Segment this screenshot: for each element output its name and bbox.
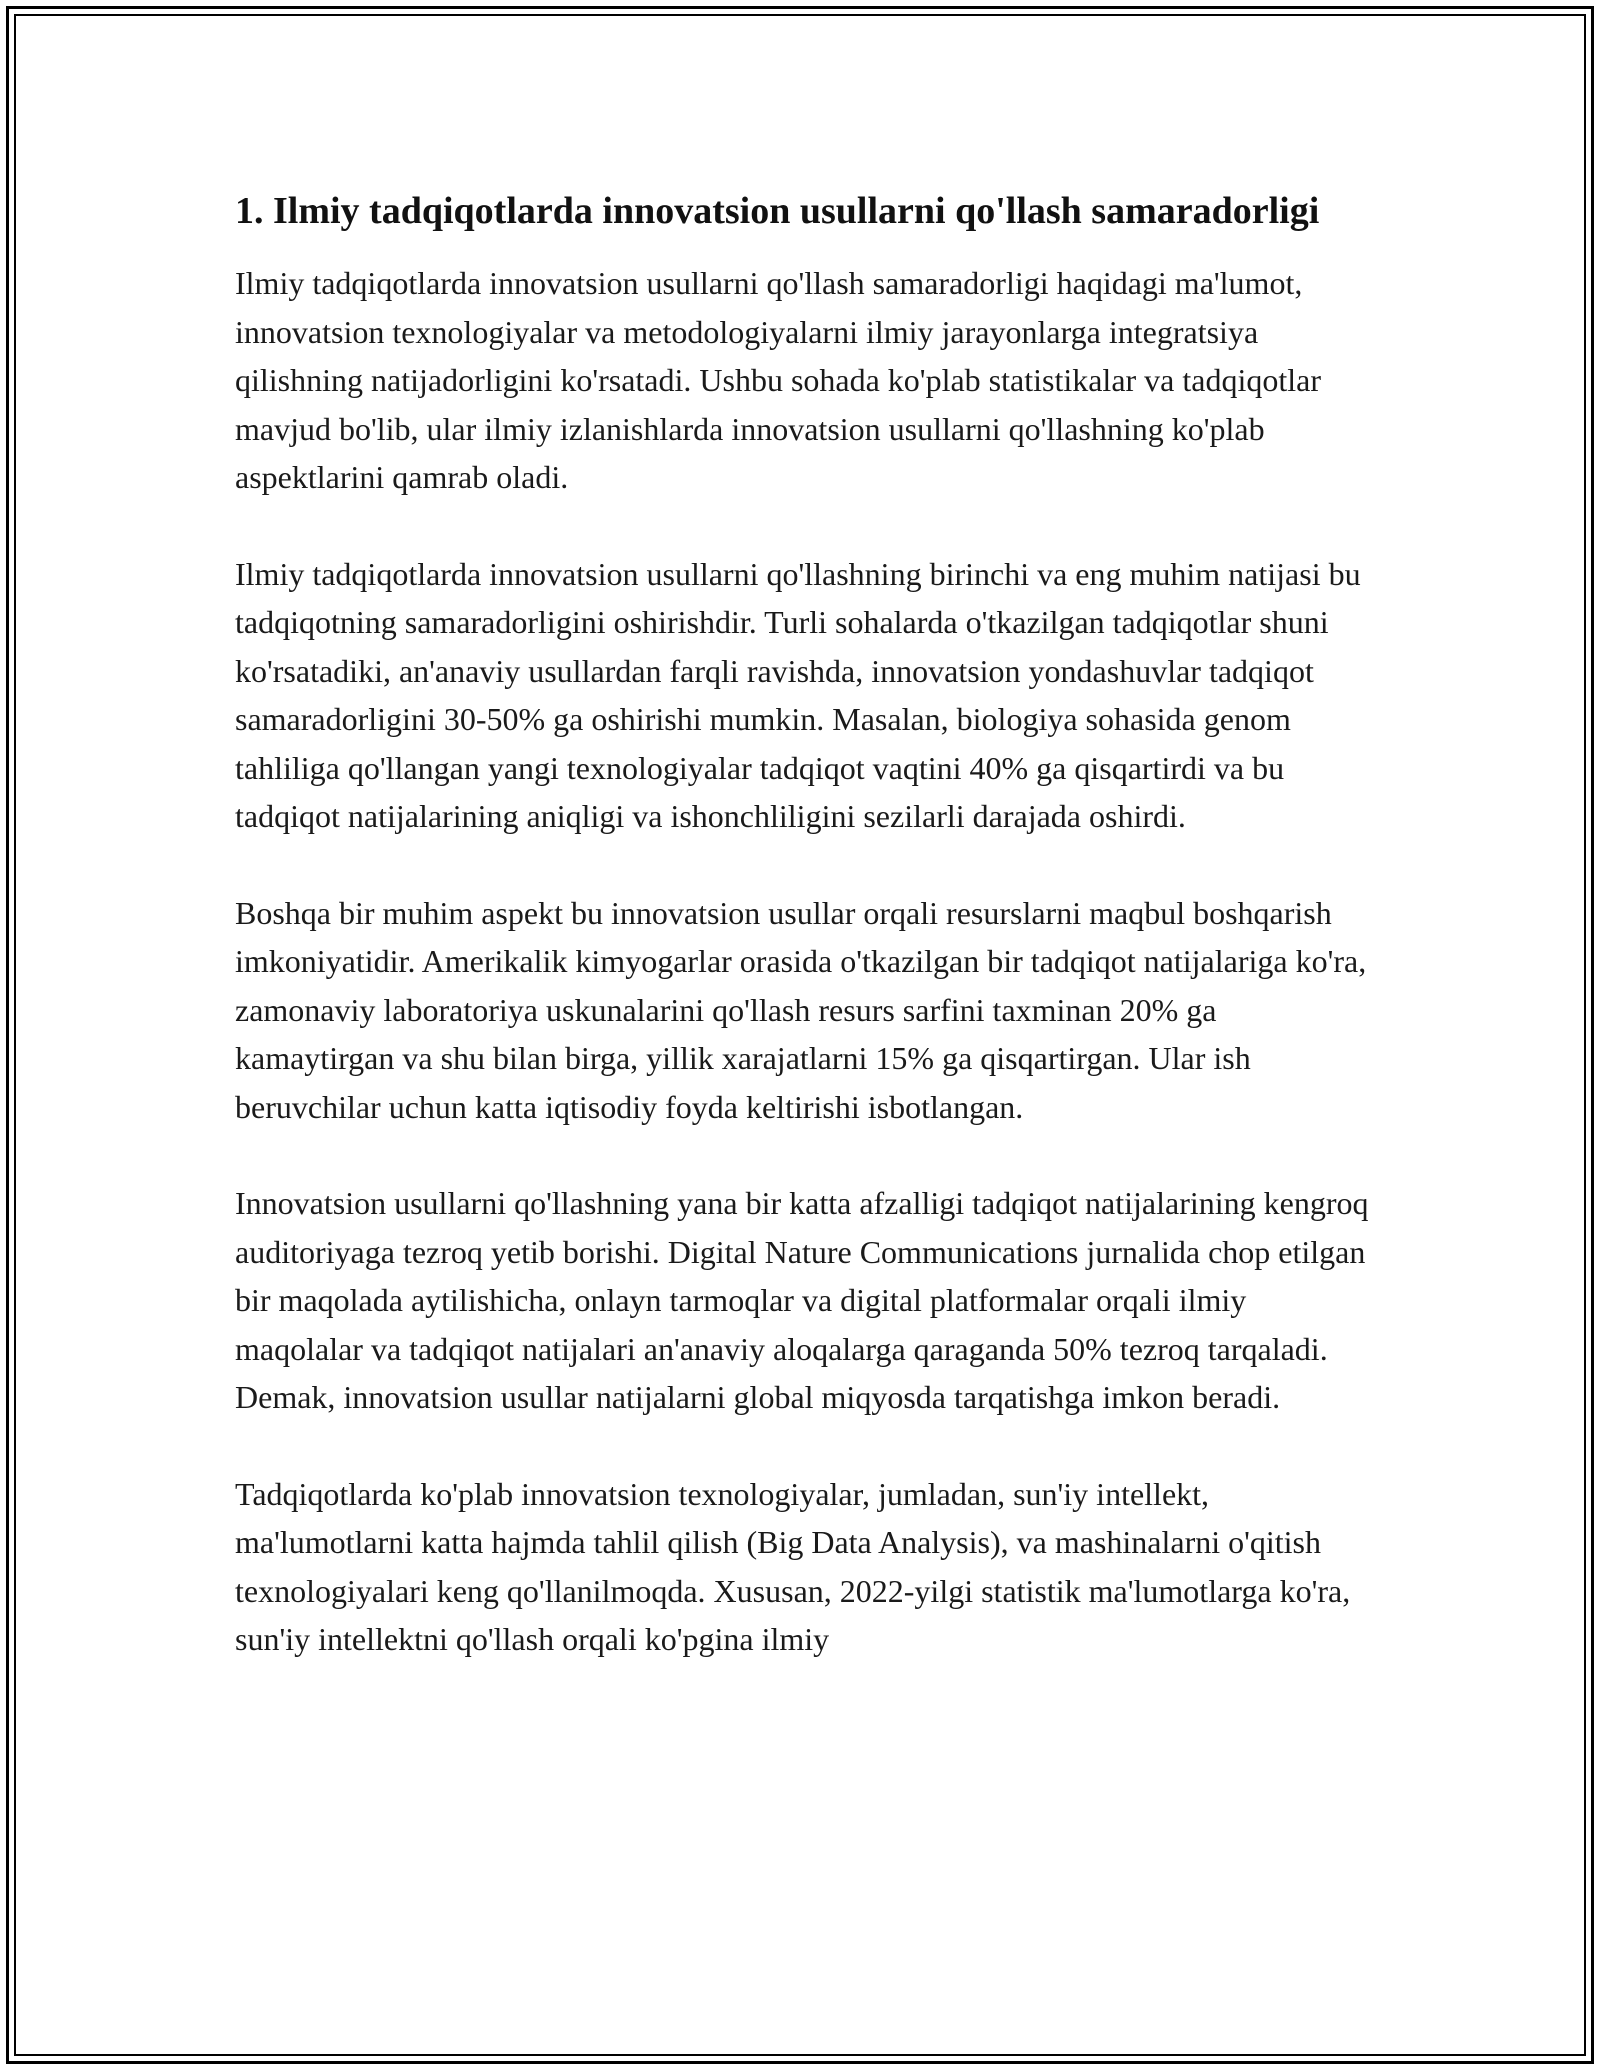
- paragraph-4: Innovatsion usullarni qo'llashning yana bir katta afzalligi tadqiqot natijalarining kengroq auditoriyaga tezroq yetib borishi. Digital Nature Communications jurnalida chop etilgan bir maqolada aytilishicha, onlayn tarmoqlar va digital platformalar orqali ilmiy maqolalar va tadqiqot natijalari an'anaviy aloqalarga qaraganda 50% tezroq tarqaladi. Demak, innovatsion usullar natijalarni global miqyosda tarqatishga imkon beradi.: [235, 1185, 1369, 1415]
- paragraph-2: Ilmiy tadqiqotlarda innovatsion usullarni qo'llashning birinchi va eng muhim natijasi bu tadqiqotning samaradorligini oshirishdir. Turli sohalarda o'tkazilgan tadqiqotlar shuni ko'rsatadiki, an'anaviy usullardan farqli ravishda, innovatsion yondashuvlar tadqiqot samaradorligini 30-50% ga oshirishi mumkin. Masalan, biologiya sohasida genom tahliliga qo'llangan yangi texnologiyalar tadqiqot vaqtini 40% ga qisqartirdi va bu tadqiqot natijalarining aniqligi va ishonchliligini sezilarli darajada oshirdi.: [235, 555, 1361, 834]
- document-body: [235, 184, 1370, 1712]
- section-heading: 1. Ilmiy tadqiqotlarda innovatsion usullarni qo'llash samaradorligi: [235, 190, 1320, 232]
- paragraph-1: Ilmiy tadqiqotlarda innovatsion usullarni qo'llash samaradorligi haqidagi ma'lumot, innovatsion texnologiyalar va metodologiyalarni ilmiy jarayonlarga integratsiya qilishning natijadorligini ko'rsatadi. Ushbu sohada ko'plab statistikalar va tadqiqotlar mavjud bo'lib, ular ilmiy izlanishlarda innovatsion usullarni qo'llashning ko'plab aspektlarini qamrab oladi.: [235, 265, 1321, 495]
- paragraph-3: Boshqa bir muhim aspekt bu innovatsion usullar orqali resurslarni maqbul boshqarish imkoniyatidir. Amerikalik kimyogarlar orasida o'tkazilgan bir tadqiqot natijalariga ko'ra, zamonaviy laboratoriya uskunalarini qo'llash resurs sarfini taxminan 20% ga kamaytirgan va shu bilan birga, yillik xarajatlarni 15% ga qisqartirgan. Ular ish beruvchilar uchun katta iqtisodiy foyda keltirishi isbotlangan.: [235, 894, 1367, 1125]
- paragraph-5: Tadqiqotlarda ko'plab innovatsion texnologiyalar, jumladan, sun'iy intellekt, ma'lumotlarni katta hajmda tahlil qilish (Big Data Analysis), va mashinalarni o'qitish texnologiyalari keng qo'llanilmoqda. Xususan, 2022-yilgi statistik ma'lumotlarga ko'ra, sun'iy intellektni qo'llash orqali ko'pgina ilmiy: [235, 1475, 1351, 1657]
